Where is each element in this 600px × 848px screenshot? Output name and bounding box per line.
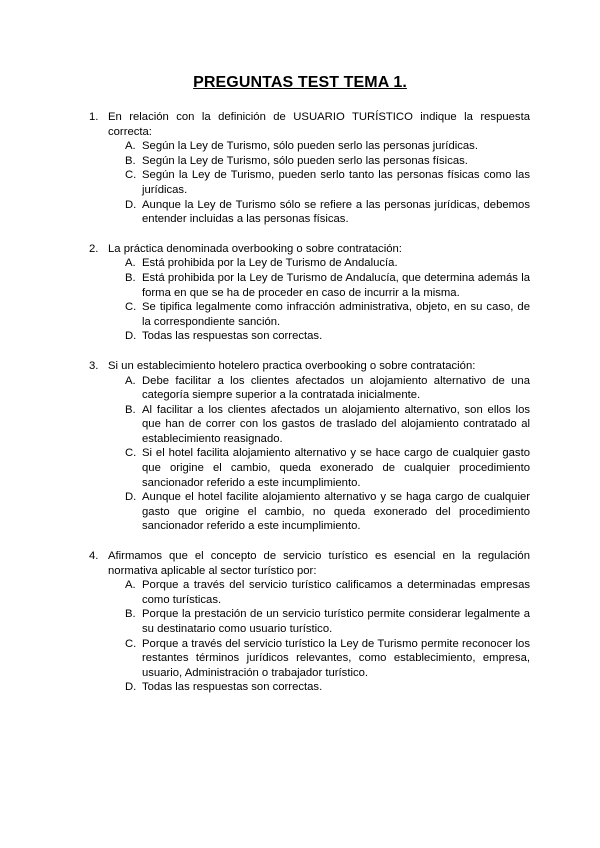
question-number: 2. <box>89 242 99 255</box>
question-3 <box>89 359 530 534</box>
option-letter: C. <box>125 447 137 460</box>
option-letter: B. <box>125 154 136 167</box>
option-text: Según la Ley de Turismo, pueden serlo tanto las personas físicas como las jurídicas. <box>142 169 530 196</box>
option-letter: A. <box>125 579 136 592</box>
option-list <box>89 256 530 344</box>
option-letter: D. <box>125 198 137 211</box>
option-text: Está prohibida por la Ley de Turismo de Andalucía, que determina además la forma en que se ha de proceder en caso de incurrir a la misma. <box>142 271 530 299</box>
question-number: 1. <box>89 111 99 123</box>
option-text: Aunque la Ley de Turismo sólo se refiere a las personas jurídicas, debemos entender incluidas a las personas físicas. <box>142 198 530 226</box>
option-text: Todas las respuestas son correctas. <box>142 681 323 694</box>
option-text: Según la Ley de Turismo, sólo pueden serlo las personas jurídicas. <box>142 140 478 153</box>
question-header <box>89 110 530 139</box>
option-d <box>125 680 530 695</box>
option-a <box>125 374 530 403</box>
option-letter: C. <box>125 169 137 182</box>
option-list <box>89 139 530 227</box>
option-letter: C. <box>125 301 137 314</box>
option-text: Si el hotel facilita alojamiento alternativo y se hace cargo de cualquier gasto que origine el cambio, queda exonerado de cualquier procedimiento sancionador referido a este incumplimiento. <box>142 447 530 489</box>
option-letter: A. <box>125 140 136 153</box>
question-text: Si un establecimiento hotelero practica overbooking o sobre contratación: <box>108 359 476 372</box>
option-text: Porque la prestación de un servicio turístico permite considerar legalmente a su destinatario como usuario turístico. <box>142 608 530 635</box>
option-b <box>125 607 530 636</box>
option-text: Debe facilitar a los clientes afectados un alojamiento alternativo de una categoría siempre superior a la contratada inicialmente. <box>142 374 530 402</box>
option-b <box>125 403 530 447</box>
option-letter: A. <box>125 257 136 270</box>
option-text: Se tipifica legalmente como infracción administrativa, objeto, en su caso, de la correspondiente sanción. <box>142 301 530 328</box>
option-letter: B. <box>125 403 136 416</box>
option-letter: B. <box>125 608 136 621</box>
option-b <box>125 154 530 169</box>
question-4 <box>89 549 530 695</box>
question-text: Afirmamos que el concepto de servicio turístico es esencial en la regulación normativa aplicable al sector turístico por: <box>108 550 530 577</box>
question-list <box>89 110 530 710</box>
option-d <box>125 329 530 344</box>
option-a <box>125 256 530 271</box>
option-text: Según la Ley de Turismo, sólo pueden serlo las personas físicas. <box>142 154 468 167</box>
option-list <box>89 578 530 695</box>
option-letter: C. <box>125 637 137 650</box>
option-c <box>125 637 530 681</box>
question-text: En relación con la definición de USUARIO TURÍSTICO indique la respuesta correcta: <box>108 111 530 138</box>
question-number: 3. <box>89 359 99 372</box>
option-text: Aunque el hotel facilite alojamiento alternativo y se haga cargo de cualquier gasto que origine el cambio, no queda exonerado del procedimiento sancionador referido a este incumplimiento. <box>142 491 530 533</box>
page-title: PREGUNTAS TEST TEMA 1. <box>193 74 407 91</box>
option-text: Todas las respuestas son correctas. <box>142 330 323 343</box>
option-letter: D. <box>125 681 137 694</box>
option-list <box>89 374 530 535</box>
option-letter: D. <box>125 330 137 343</box>
question-header <box>89 549 530 578</box>
option-letter: B. <box>125 271 136 284</box>
option-letter: D. <box>125 491 137 504</box>
option-d <box>125 490 530 534</box>
question-text: La práctica denominada overbooking o sobre contratación: <box>108 242 402 255</box>
option-letter: A. <box>125 374 136 387</box>
option-c <box>125 446 530 490</box>
question-header <box>89 359 530 374</box>
question-2 <box>89 242 530 344</box>
option-c <box>125 168 530 197</box>
question-number: 4. <box>89 550 99 563</box>
option-a <box>125 578 530 607</box>
option-b <box>125 271 530 300</box>
question-1 <box>89 110 530 227</box>
question-header <box>89 242 530 257</box>
option-text: Al facilitar a los clientes afectados un alojamiento alternativo, son ellos los que han de correr con los gastos de traslado del alojamiento contratado al establecimiento reasignado. <box>142 403 530 445</box>
option-text: Porque a través del servicio turístico la Ley de Turismo permite reconocer los restantes términos jurídicos relevantes, como establecimiento, empresa, usuario, Administración o trabajador turístico. <box>142 637 530 679</box>
option-text: Porque a través del servicio turístico calificamos a determinadas empresas como turísticas. <box>142 579 530 606</box>
option-c <box>125 300 530 329</box>
option-text: Está prohibida por la Ley de Turismo de Andalucía. <box>142 257 398 270</box>
option-a <box>125 139 530 154</box>
option-d <box>125 198 530 227</box>
